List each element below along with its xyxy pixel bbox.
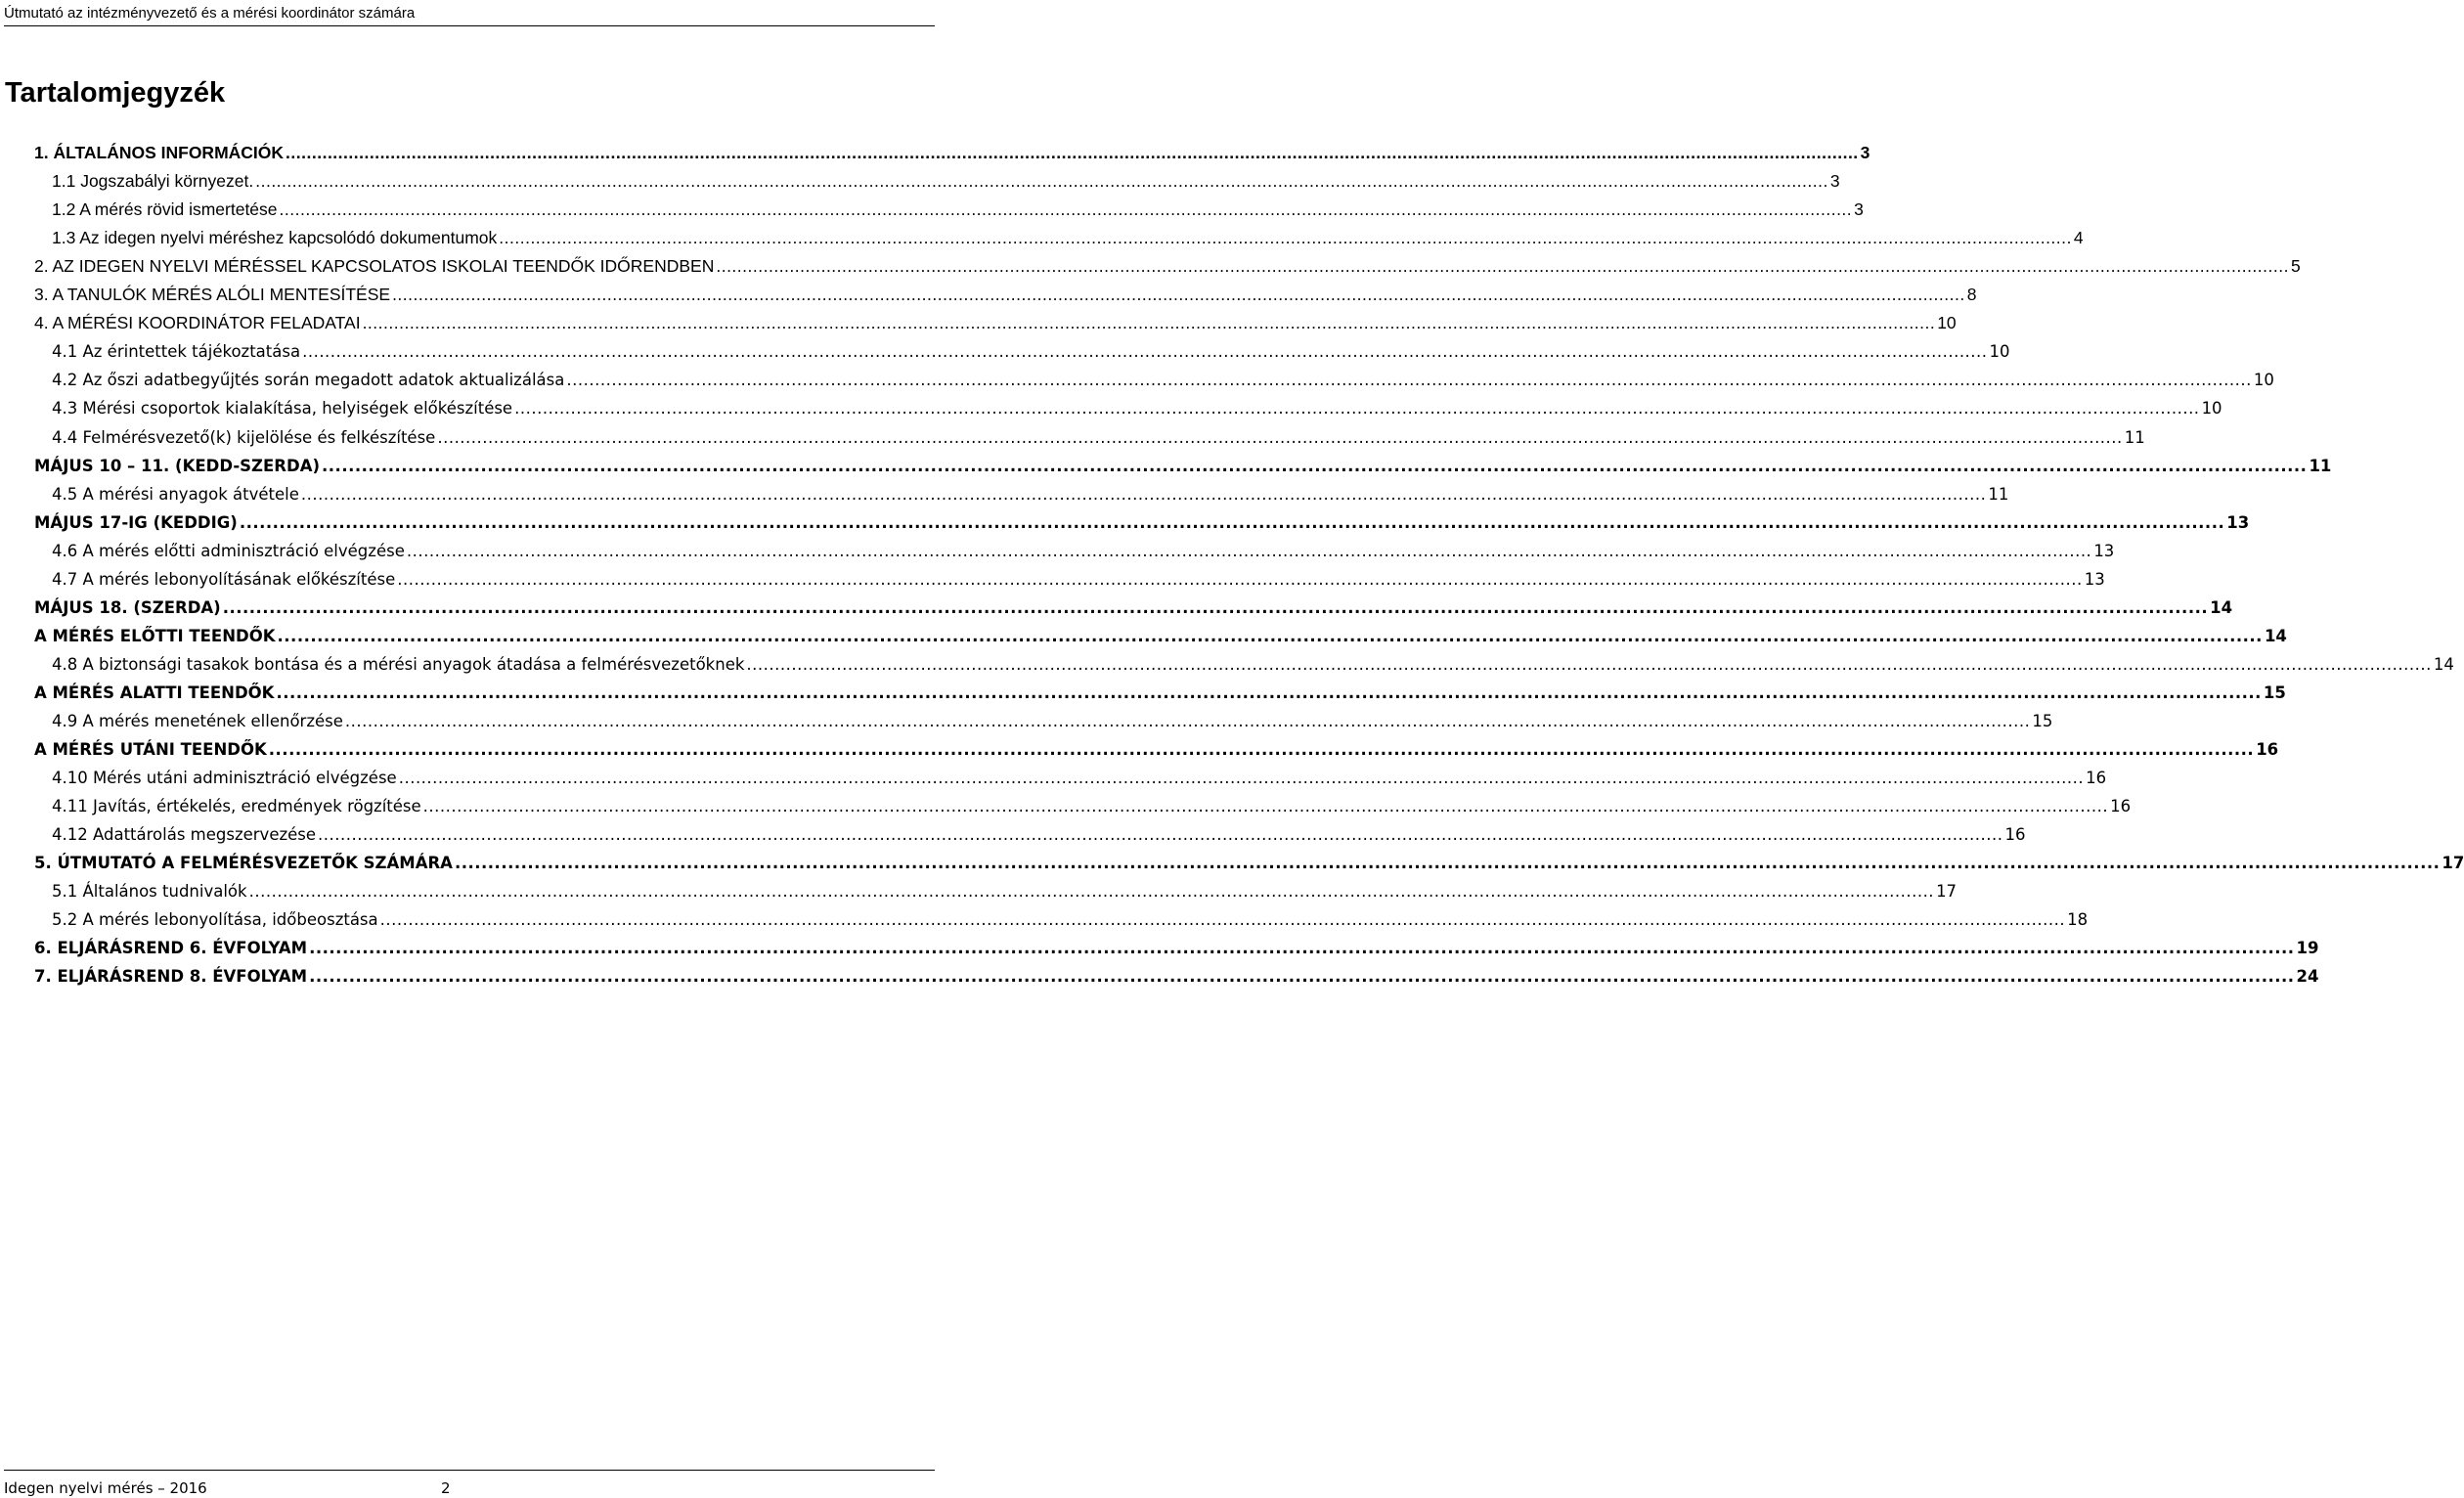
toc-entry-page: 3 [1854,199,1864,219]
toc-entry-page: 18 [2067,910,2089,929]
dot-leader: ............................................................................................................................................................................................................................................................................................................ [716,256,2289,276]
dot-leader: ............................................................................................................................................................................................................................................................................................................ [309,967,2295,986]
toc-entry-page: 16 [2004,825,2026,844]
toc-entry-page: 16 [2256,740,2279,759]
toc-entry-page: 15 [2263,683,2286,702]
toc-entry[interactable] [52,366,2274,394]
dot-leader: ............................................................................................................................................................................................................................................................................................................ [437,428,2123,447]
toc-entry-label: 4.5 A mérési anyagok átvétele [52,485,299,504]
toc-entry-label: 4.10 Mérés utáni adminisztráció elvégzése [52,769,397,787]
page-header [4,2,935,26]
toc-entry-page: 10 [2253,371,2274,389]
toc-entry-page: 14 [2264,627,2287,645]
dot-leader: ............................................................................................................................................................................................................................................................................................................ [268,740,2255,759]
dot-leader: ............................................................................................................................................................................................................................................................................................................ [222,598,2209,617]
dot-leader: ............................................................................................................................................................................................................................................................................................................ [397,570,2083,589]
dot-leader: ............................................................................................................................................................................................................................................................................................................ [344,712,2031,730]
toc-entry[interactable] [52,167,1840,196]
toc-entry[interactable] [52,650,2454,679]
toc-entry-label: 1.1 Jogszabályi környezet. [52,171,254,191]
header-title: Útmutató az intézményvezető és a mérési koordinátor számára [4,5,416,22]
page-title: Tartalomjegyzék [5,77,226,109]
toc-entry[interactable] [34,139,1870,167]
toc-entry[interactable] [52,423,2145,452]
toc-entry[interactable] [34,934,2319,962]
dot-leader: ............................................................................................................................................................................................................................................................................................................ [422,797,2109,815]
toc-entry[interactable] [52,337,2010,366]
toc-entry[interactable] [34,849,2464,877]
toc-entry-label: 7. ELJÁRÁSREND 8. ÉVFOLYAM [34,967,308,986]
toc-entry-label: 4. A MÉRÉSI KOORDINÁTOR FELADATAI [34,313,361,332]
dot-leader: ............................................................................................................................................................................................................................................................................................................ [255,171,1828,191]
toc-entry-label: A MÉRÉS ALATTI TEENDŐK [34,683,275,702]
toc-entry-page: 17 [2442,854,2464,872]
toc-entry-label: 4.4 Felmérésvezető(k) kijelölése és felkészítése [52,428,436,447]
dot-leader: ............................................................................................................................................................................................................................................................................................................ [302,342,1988,361]
toc-entry-page: 10 [1989,342,2010,361]
toc-entry[interactable] [52,792,2132,820]
toc-entry-label: A MÉRÉS ELŐTTI TEENDŐK [34,627,276,645]
toc-entry-label: 4.6 A mérés előtti adminisztráció elvégzése [52,542,405,560]
toc-entry[interactable] [52,196,1864,224]
toc-entry-page: 3 [1829,171,1840,191]
dot-leader: ............................................................................................................................................................................................................................................................................................................ [277,627,2263,645]
toc-entry-page: 13 [2084,570,2105,589]
toc-entry-label: 1.3 Az idegen nyelvi méréshez kapcsolódó dokumentumok [52,228,498,247]
toc-entry[interactable] [52,224,2084,252]
toc-entry[interactable] [34,679,2286,707]
dot-leader: ............................................................................................................................................................................................................................................................................................................ [499,228,2072,247]
toc-entry-label: 4.7 A mérés lebonyolításának előkészítése [52,570,396,589]
toc-entry[interactable] [34,281,1977,309]
toc-entry-label: MÁJUS 18. (SZERDA) [34,598,221,617]
dot-leader: ............................................................................................................................................................................................................................................................................................................ [746,655,2432,674]
dot-leader: ............................................................................................................................................................................................................................................................................................................ [379,910,2066,929]
footer-text: Idegen nyelvi mérés – 2016 [4,1479,207,1497]
dot-leader: ............................................................................................................................................................................................................................................................................................................ [248,882,1935,901]
toc-entry-label: 5. ÚTMUTATÓ A FELMÉRÉSVEZETŐK SZÁMÁRA [34,854,453,872]
dot-leader: ............................................................................................................................................................................................................................................................................................................ [300,485,1987,504]
toc-entry-page: 11 [2309,457,2332,475]
toc-entry-page: 5 [2290,256,2301,276]
toc-entry-page: 11 [2124,428,2145,447]
dot-leader: ............................................................................................................................................................................................................................................................................................................ [392,285,1965,304]
toc-entry[interactable] [34,594,2233,622]
toc-entry-page: 17 [1936,882,1958,901]
dot-leader: ............................................................................................................................................................................................................................................................................................................ [318,825,2003,844]
dot-leader: ............................................................................................................................................................................................................................................................................................................ [322,457,2308,475]
dot-leader: ............................................................................................................................................................................................................................................................................................................ [239,513,2225,532]
toc-entry[interactable] [52,565,2105,594]
toc-entry-label: 2. AZ IDEGEN NYELVI MÉRÉSSEL KAPCSOLATOS ISKOLAI TEENDŐK IDŐRENDBEN [34,256,715,276]
toc-entry[interactable] [34,452,2332,480]
toc-entry-page: 14 [2210,598,2233,617]
toc-entry-label: 5.1 Általános tudnivalók [52,882,247,901]
toc-entry[interactable] [34,252,2301,281]
toc-entry-page: 19 [2296,939,2319,957]
toc-entry[interactable] [52,820,2026,849]
toc-entry[interactable] [52,537,2115,565]
toc-entry-page: 10 [2201,399,2222,418]
toc-entry[interactable] [34,622,2287,650]
toc-entry-page: 24 [2296,967,2319,986]
toc-entry-page: 10 [1937,313,1957,332]
toc-entry[interactable] [52,905,2089,934]
toc-entry-label: 4.3 Mérési csoportok kialakítása, helyiségek előkészítése [52,399,513,418]
dot-leader: ............................................................................................................................................................................................................................................................................................................ [276,683,2262,702]
dot-leader: ............................................................................................................................................................................................................................................................................................................ [398,769,2085,787]
toc-entry[interactable] [52,394,2222,422]
dot-leader: ............................................................................................................................................................................................................................................................................................................ [362,313,1936,332]
toc-entry-page: 11 [1988,485,2009,504]
toc-entry[interactable] [52,764,2107,792]
page-number: 2 [441,1479,451,1497]
toc-entry-label: 4.12 Adattárolás megszervezése [52,825,317,844]
toc-entry-label: 4.8 A biztonsági tasakok bontása és a mérési anyagok átadása a felmérésvezetőknek [52,655,745,674]
dot-leader: ............................................................................................................................................................................................................................................................................................................ [514,399,2200,418]
toc-entry[interactable] [34,309,1957,337]
dot-leader: ............................................................................................................................................................................................................................................................................................................ [406,542,2092,560]
toc-entry-label: 6. ELJÁRÁSREND 6. ÉVFOLYAM [34,939,308,957]
toc-entry-page: 16 [2086,769,2107,787]
toc-entry-page: 8 [1966,285,1977,304]
dot-leader: ............................................................................................................................................................................................................................................................................................................ [454,854,2441,872]
toc-entry-label: 4.11 Javítás, értékelés, eredmények rögzítése [52,797,421,815]
toc-entry-label: 4.2 Az őszi adatbegyűjtés során megadott adatok aktualizálása [52,371,565,389]
toc-entry-page: 15 [2032,712,2053,730]
toc-entry-label: 5.2 A mérés lebonyolítása, időbeosztása [52,910,378,929]
toc-entry[interactable] [52,480,2009,508]
dot-leader: ............................................................................................................................................................................................................................................................................................................ [286,143,1859,162]
toc-entry-label: 1. ÁLTALÁNOS INFORMÁCIÓK [34,143,285,162]
dot-leader: ............................................................................................................................................................................................................................................................................................................ [566,371,2252,389]
toc-entry[interactable] [34,735,2279,764]
toc-entry-page: 14 [2433,655,2454,674]
dot-leader: ............................................................................................................................................................................................................................................................................................................ [309,939,2295,957]
toc-entry-label: 3. A TANULÓK MÉRÉS ALÓLI MENTESÍTÉSE [34,285,391,304]
toc-entry-page: 16 [2110,797,2132,815]
toc-entry-page: 13 [2226,513,2250,532]
toc-entry-page: 4 [2073,228,2084,247]
dot-leader: ............................................................................................................................................................................................................................................................................................................ [279,199,1853,219]
toc-entry-label: 1.2 A mérés rövid ismertetése [52,199,278,219]
toc-entry-label: 4.1 Az érintettek tájékoztatása [52,342,301,361]
toc-entry-label: MÁJUS 17-IG (KEDDIG) [34,513,238,532]
toc-entry-label: 4.9 A mérés menetének ellenőrzése [52,712,343,730]
toc-entry[interactable] [52,877,1958,905]
page-footer [4,1470,935,1498]
toc-entry-label: A MÉRÉS UTÁNI TEENDŐK [34,740,267,759]
toc-entry-page: 13 [2093,542,2115,560]
toc-entry[interactable] [34,962,2319,991]
toc-entry-page: 3 [1860,143,1870,162]
toc-entry-label: MÁJUS 10 – 11. (KEDD-SZERDA) [34,457,321,475]
toc-entry[interactable] [52,707,2053,735]
toc-entry[interactable] [34,508,2250,537]
